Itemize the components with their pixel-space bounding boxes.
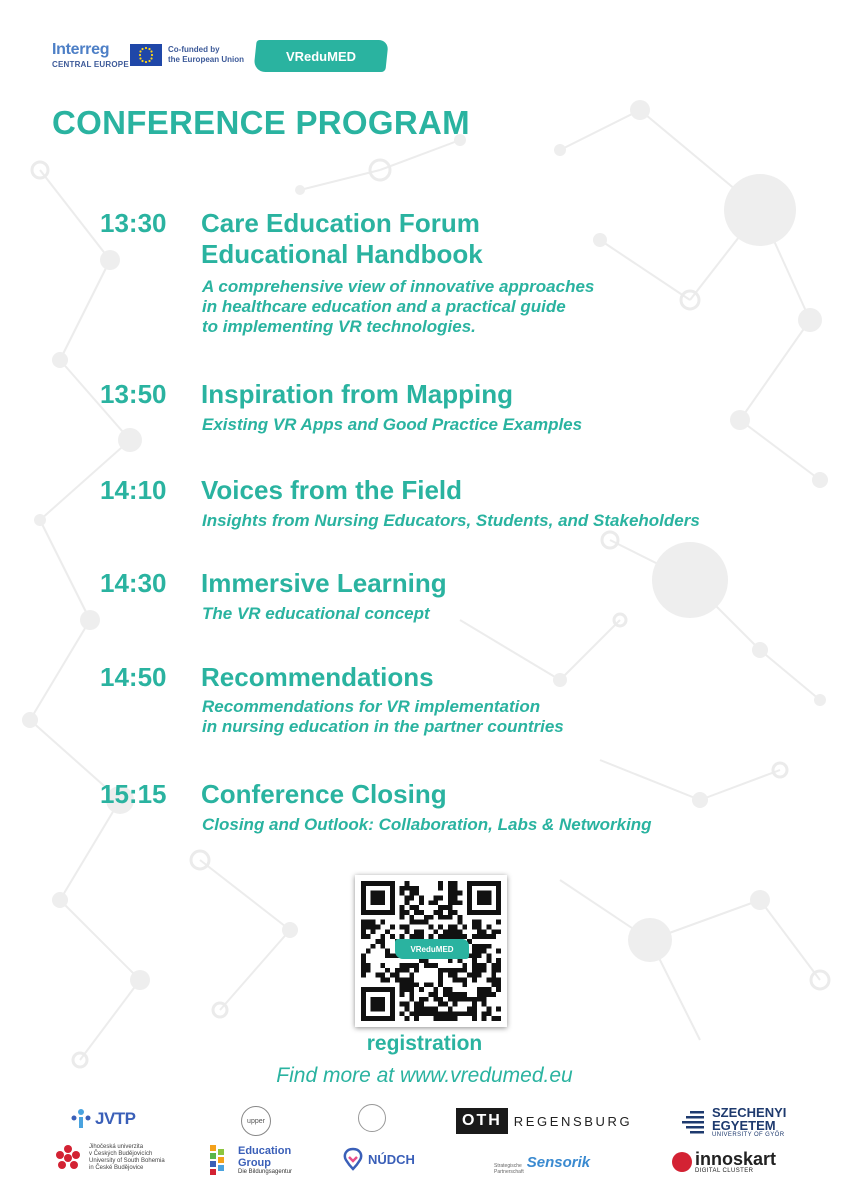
innoskart-dot-icon [672,1152,692,1172]
registration-label: registration [366,1032,483,1055]
program-time: 15:15 [100,779,167,809]
program-description-line: Existing VR Apps and Good Practice Examples [202,415,583,434]
eu-line-2: the European Union [168,55,244,64]
program-heading-line: Immersive Learning [201,568,447,598]
oth-regensburg-logo [456,1108,632,1134]
south-bohemia-line-2: v Českých Budějovicích [89,1151,153,1157]
eu-line-1: Co-funded by [168,45,220,54]
program-description-line: The VR educational concept [202,604,430,623]
program-heading [201,379,513,410]
eu-cofunded-logo [130,44,244,66]
szechenyi-line-1: SZECHENYI [712,1105,787,1120]
sensorik-text: Sensorik [526,1154,591,1171]
program-time: 14:50 [100,662,167,692]
south-bohemia-line-4: in České Budějovice [89,1165,144,1171]
program-description [202,815,652,835]
program-heading [201,475,462,506]
program-heading-line: Conference Closing [201,779,447,809]
program-description [202,511,700,531]
program-time: 13:30 [100,208,167,238]
qr-brand-badge [395,939,469,959]
program-heading-line: Recommendations [201,662,434,692]
education-group-logo [210,1145,292,1175]
szechenyi-lines-icon [680,1109,706,1135]
qr-badge-text: VReduMED [410,944,454,954]
szechenyi-line-3: UNIVERSITY OF GYŐR [712,1132,785,1138]
interreg-logo [52,42,129,69]
sensorik-prefix-line-1: Strategische [494,1163,522,1169]
education-group-bars-icon [210,1145,232,1175]
jvtp-logo [70,1108,136,1130]
sensorik-logo [494,1154,590,1175]
program-description-line: to implementing VR technologies. [202,317,476,336]
vredumed-logo [253,40,388,72]
program-heading-line: Voices from the Field [201,475,463,505]
education-line-3: Die Bildungsagentur [238,1169,293,1175]
eu-flag-icon [130,44,162,66]
program-description-line: A comprehensive view of innovative approaches [202,277,595,296]
sensorik-prefix-line-2: Partnerschaft [494,1169,524,1175]
program-time: 13:50 [100,379,167,409]
szechenyi-text [712,1106,786,1138]
jvtp-text: JVTP [95,1109,136,1128]
innoskart-sub: DIGITAL CLUSTER [695,1168,754,1174]
south-bohemia-line-3: University of South Bohemia [89,1158,165,1164]
education-line-1: Education [238,1145,292,1157]
program-description-line: Recommendations for VR implementation [202,697,541,716]
south-bohemia-line-1: Jihočeská univerzita [89,1144,144,1150]
interreg-program: CENTRAL EUROPE [52,60,129,69]
south-bohemia-text [89,1144,165,1172]
program-description [202,415,582,435]
innoskart-name: innoskart [695,1149,777,1169]
page-title: CONFERENCE PROGRAM [52,104,470,141]
program-description-line: in nursing education in the partner countries [202,717,564,736]
vredumed-logo-text: VReduMED [285,48,357,64]
innoskart-text [695,1150,776,1174]
sensorik-prefix [494,1163,524,1175]
szechenyi-line-2: EGYETEM [712,1118,776,1133]
nudch-figure-icon [340,1146,366,1172]
eu-cofunded-text [168,45,244,65]
education-line-2: Group [238,1157,271,1169]
nudch-text: NÚDCH [368,1151,415,1167]
program-heading-line: Inspiration from Mapping [201,379,513,409]
program-heading-line: Care Education Forum [201,208,480,238]
innoskart-logo [672,1150,776,1174]
program-heading [201,662,434,693]
program-description [202,277,594,337]
program-heading [201,779,447,810]
program-description-line: in healthcare education and a practical guide [202,297,566,316]
south-bohemia-university-logo [53,1144,165,1172]
upper-text: upper [247,1117,265,1125]
program-heading [201,208,483,270]
oth-city-text: REGENSBURG [513,1113,633,1129]
program-description-line: Closing and Outlook: Collaboration, Labs & Networking [202,815,652,834]
program-heading [201,568,447,599]
program-description-line: Insights from Nursing Educators, Students, and Stakeholders [202,511,700,530]
nudch-logo [340,1146,415,1172]
upper-logo [241,1106,271,1136]
find-more-link[interactable]: Find more at www.vredumed.eu [276,1064,573,1087]
university-seal-icon [358,1104,386,1132]
program-time: 14:30 [100,568,167,598]
education-group-text [238,1145,292,1175]
szechenyi-logo [680,1106,786,1138]
program-heading-line: Educational Handbook [201,239,483,269]
program-description [202,697,564,737]
program-time: 14:10 [100,475,167,505]
jvtp-figure-icon [70,1108,92,1130]
flower-dots-icon [53,1144,83,1172]
program-description [202,604,430,624]
interreg-wordmark: Interreg [52,41,110,58]
oth-box-text: OTH [456,1108,508,1134]
